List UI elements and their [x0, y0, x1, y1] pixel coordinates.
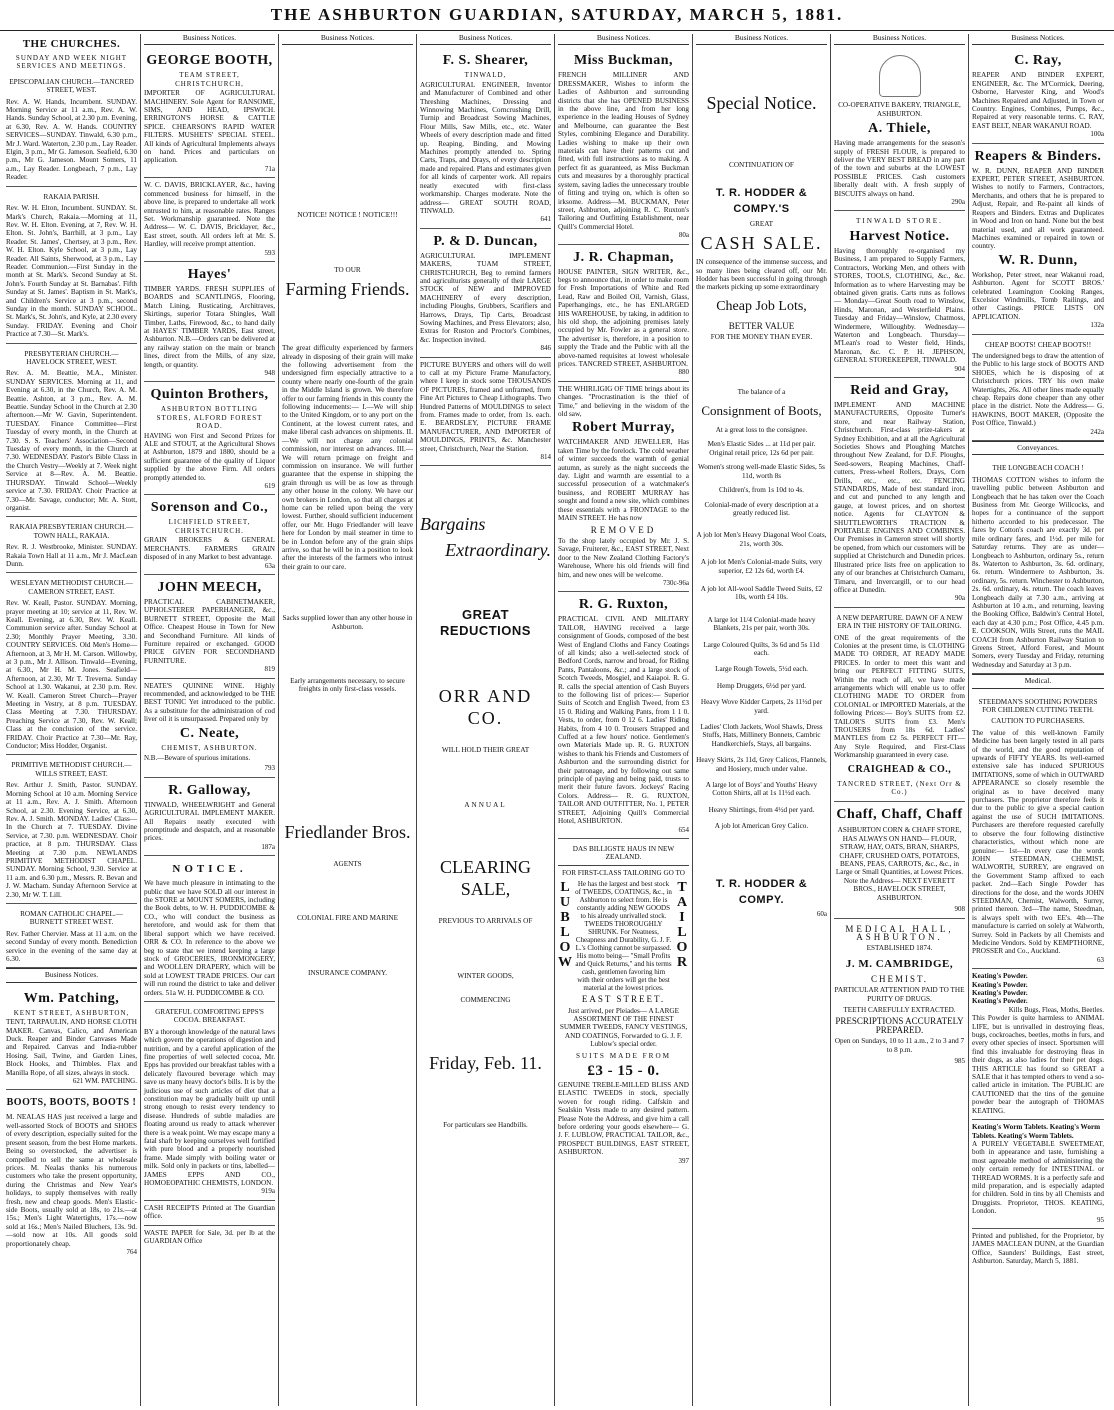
wes-title: WESLEYAN METHODIST CHURCH.—CAMERON STREET, EAST.	[10, 579, 133, 596]
cheap-boots-body: The undersigned begs to draw the attention of the Public to his large stock of BOOTS AND SHOES, which he is disposing of at Christchurch prices. TRY his own make Watertights, 26s. All other lines made equally cheap. Repairs done cheaper than any other place in the district. Note the Address— G. HAWKINS, BOOT MAKER, (Opposite the Post Office, Tinwald.)	[972, 351, 1104, 428]
consignment: Consignment of Boots,	[701, 403, 822, 419]
steedman-title: STEEDMAN'S SOOTHING POWDERS FOR CHILDREN CUTTING TEETH.	[978, 697, 1098, 714]
buckman-ad	[558, 48, 689, 244]
business-notices-label: Business Notices.	[6, 968, 137, 982]
item-5: A job lot Men's Colonial-made Suits, very superior, £2 12s 6d, worth £4.	[700, 558, 823, 575]
better-value: BETTER VALUE	[728, 320, 795, 331]
lublow-vertical-block	[558, 880, 689, 992]
neate-note: N.B.—Beware of spurious imitations.	[144, 754, 251, 762]
rc-title: ROMAN CATHOLIC CHAPEL.—BURNETT STREET WEST.	[20, 909, 123, 927]
hayes-ref: 948	[264, 369, 275, 377]
sorenson-ad	[144, 495, 275, 574]
med-ref: 985	[954, 1056, 965, 1065]
cheap-boots-ad	[972, 335, 1104, 441]
epps-head: GRATEFUL COMFORTING EPPS'S COCOA. BREAKFAST.	[155, 1007, 264, 1025]
picture-body: PICTURE BUYERS and others will do well to call at my Picture Frame Manufactory, where I keep in stock some THOUSANDS OF PICTURES, framed and unframed, from Fine Art Pictures to Cheap Lithographs. Two Hundred Patterns of MOULDINGS to select from. Frames made to order, from 1s. each. E. BEARDSLEY, PICTURE FRAME MANUFACTURER, AND IMPORTER of MOULDINGS, PRINTS, &c. Manchester street, Christchurch, Near the Station.	[420, 360, 551, 453]
buckman-ref: 80a	[678, 231, 689, 240]
shearer-title: F. S. Shearer,	[442, 53, 529, 69]
catholic-notice	[6, 904, 137, 968]
coach-title: THE LONGBEACH COACH !	[992, 464, 1084, 473]
east-street: EAST STREET.	[581, 994, 666, 1005]
galloway-ref: 187a	[261, 842, 275, 851]
pres-title: PRESBYTERIAN CHURCH.—HAVELOCK STREET, WEST.	[24, 349, 119, 366]
col7-head: Business Notices.	[834, 34, 965, 45]
lublow-ref: 397	[678, 1156, 689, 1165]
hayes-ad	[144, 262, 275, 382]
waste-paper: WASTE PAPER for Sale, 3d. per lb at the GUARDIAN Office	[144, 1228, 275, 1246]
lublow-intro: FOR FIRST-CLASS TAILORING GO TO	[562, 868, 685, 877]
harvest-ad	[834, 211, 965, 378]
for-money: FOR THE MONEY THAN EVER.	[710, 333, 813, 342]
thiele-ref: 290a	[951, 198, 965, 207]
suit-price: £3 - 15 - 0.	[587, 1062, 660, 1079]
hodder-intro: IN consequence of the immense success, and so many lines being cleared off, our Mr. Hodder has been successful in going through the markets picking up some extraordinary	[696, 258, 827, 292]
boots-title: BOOTS, BOOTS, BOOTS !	[6, 1097, 137, 1109]
davis-ref: 593	[264, 248, 275, 257]
hodder-name: T. R. HODDER & COMPY.'S	[715, 186, 808, 215]
cash-ad	[144, 1201, 275, 1226]
cambridge: J. M. CAMBRIDGE,	[845, 957, 954, 970]
harvest-title: Harvest Notice.	[849, 228, 950, 244]
thiele-title: A. Thiele,	[868, 121, 931, 137]
winter-goods: WINTER GOODS,	[457, 971, 514, 980]
reid-ad	[834, 378, 965, 608]
col5-head: Business Notices.	[558, 34, 689, 45]
column-7	[831, 34, 969, 1406]
epps-ad	[144, 1002, 275, 1201]
item-4: A job lot Men's Heavy Diagonal Wool Coats, 21s, worth 30s.	[696, 531, 827, 548]
hodder-ref: 60a	[816, 909, 827, 918]
ray-title: C. Ray,	[1014, 53, 1062, 69]
chapman-body: HOUSE PAINTER, SIGN WRITER, &c., begs to announce that, in order to make room for Fresh Importations of White and Red Lead, Raw and Boiled Oil, Varnish, Glass, Paperhangings, etc., he has ENLARGED HIS WAREHOUSE, by taking, in addition to his old shop, the adjoining premises lately occupied by Mr. Fowler as a general store. The advertiser is, therefore, in a position to supply the Trade and the Public with all the above-named requisites at lowest wholesale prices. TANCRED STREET, ASHBURTON.	[558, 267, 689, 368]
booth-ad	[144, 48, 275, 178]
epps-body: BY a thorough knowledge of the natural laws which govern the operations of digestion and nutrition, and by a careful application of the fine properties of well selected cocoa, Mr. Epps has provided our breakfast tables with a delicately flavoured beverage which may save us many heavy doctor's bills. It is by the judicious use of such articles of diet that a constitution may be gradually built up until strong enough to resist every tendency to disease. Hundreds of subtle maladies are floating around us ready to attack wherever there is a weak point. We may escape many a fatal shaft by keeping ourselves well fortified with pure blood and a properly nourished frame. Made simply with boiling water or milk. Sold only in packets or tins, labelled— JAMES EPPS AND CO., HOMOEOPATHIC CHEMISTS, LONDON.	[144, 1027, 275, 1188]
ruxton-ref: 654	[678, 825, 689, 834]
duncan-body: AGRICULTURAL IMPLEMENT MAKERS, TUAM STREET, CHRISTCHURCH, Beg to remind farmers and agriculturists generally of their LARGE STOCK of NEW and IMPROVED MACHINERY of every description, including Ploughs, Grubbers, Scarifiers and Harrows, Drays, Tip Carts, Broadcast Sowing Machines, and Press Elevators; also, Extras for Ruston and Proctor's Combines, &c. Inspection invited.	[420, 251, 551, 344]
chemist: CHEMIST.	[870, 973, 929, 984]
dunn-body2: Workshop, Peter street, near Wakanui road, Ashburton. Agent for SCOTT BROS.' celebrated Leamington Cooking Ranges, Excelsior Windmills, Tomb Railings, and other Castings. PRICE LISTS ON APPLICATION.	[972, 270, 1104, 321]
imprint	[972, 1229, 1104, 1270]
will-hold: WILL HOLD THEIR GREAT	[441, 746, 530, 755]
item-1: Women's strong well-made Elastic Sides, 5s 11d, worth 8s	[698, 463, 825, 480]
col3-head: Business Notices.	[282, 34, 413, 45]
dunn-ad	[972, 144, 1104, 335]
column-2	[141, 34, 279, 1406]
reid-title: Reid and Gray,	[850, 382, 949, 398]
coach-ad	[972, 458, 1104, 674]
kills: Kills Bugs, Fleas, Moths, Beetles.	[1008, 1005, 1104, 1014]
galloway-ad	[144, 778, 275, 856]
patching-sub: KENT STREET, ASHBURTON,	[13, 1008, 130, 1017]
murray-body2: To the shop lately occupied by Mr. J. S. Savage, Fruiterer, &c., EAST STREET, Next door to the New Zealand Clothing Factory's Warehouse, Where his old friends will find him, and new ones will be welcome.	[558, 536, 689, 579]
teeth: TEETH CAREFULLY EXTRACTED.	[843, 1005, 956, 1014]
chapman-ad	[558, 245, 689, 382]
cash-sale: CASH SALE.	[700, 233, 823, 254]
item-0: Men's Elastic Sides ... at 11d per pair. Original retail price, 12s 6d per pair.	[707, 440, 816, 457]
removed: REMOVED	[590, 524, 657, 535]
craig-name: CRAIGHEAD & CO.,	[847, 763, 952, 775]
boots-body: M. NEALAS HAS just received a large and well-assorted Stock of BOOTS and SHOES of every description, especially suited for the present season, from the best Home markets. Being so overstocked, the advertiser is compelled to sell the same at wholesale prices. M. Nealas thanks his numerous customers who take the present opportunity, during the Christmas and New Year's holidays, to supply themselves with really fresh, new and cheap goods. Men's Elastic-side Boots, usually sold at 18s, to 21s.—at 15s.; Men's Light Watertights, 17s.—now sold at 16s.; Men's Nailed Bluchers, 13s. 9d.—sold now at 10s. All goods sold proportionately cheap.	[6, 1113, 137, 1248]
medical-label: Medical.	[972, 674, 1104, 688]
chapman-title: J. R. Chapman,	[573, 249, 674, 265]
murray-ad	[558, 382, 689, 593]
billigste: DAS BILLIGSTE HAUS IN NEW ZEALAND.	[572, 844, 675, 862]
duncan-ad	[420, 229, 551, 358]
ruxton-body: PRACTICAL CIVIL AND MILITARY TAILOR, HAVING received a large consignment of Goods, composed of the best West of England Cloths and Fancy Coatings of all kinds; also a well-selected stock of Bedford Cords, narrow and broad, for Riding Pants, Pantaloons, &c.; and a large stock of Scotch Tweeds, Mosgiel, and Kaiapoi. R. G. R. calls the special attention of Cash Buyers to the following list of prices:— Superior Suits of Scotch and English Tweed, from £3 15 0. Riding and Walking Pants, from 1 1 0. Vests, to order, from 0 12 6. Ladies' Riding Habits, from 4 10 0. Trousers Strapped and Cuffed at a few hours' notice. Gentlemen's own Materials Made up. R. G. RUXTON wishes to thank his Friends and Customers of Ashburton and the surrounding district for their patronage, and by following out same principle of paying and being paid, trusts to merit their future favors. Jockeys' Racing Colors. Address— R. G. RUXTON, TAILOR AND OUTFITTER, No. 1, PETER STREET, Adjoining Quill's Commercial Hotel, ASHBURTON.	[558, 615, 689, 826]
item-10: Hemp Druggets, 6½d per yard.	[716, 681, 807, 690]
neate-ad	[144, 679, 275, 778]
lublow-ad	[558, 839, 689, 1169]
extraordinary: Extraordinary.	[445, 540, 551, 561]
waste-ad	[144, 1226, 275, 1250]
murray-body: WATCHMAKER AND JEWELLER, Has taken Time by the forelock. The cold weather of winter succeeds the warmth of genial autumn, as surely as the night succeeds the day. Light and warmth are essential to a successful prosecution of a watchmaker's business, and ROBERT MURRAY has sought and found a new site, which combines these essentials with a FRONTAGE to the MAIN STREET. He has now	[558, 438, 689, 523]
churches-heading: THE CHURCHES.	[22, 38, 121, 50]
column-1	[3, 34, 141, 1406]
friday-date: Friday, Feb. 11.	[429, 1052, 542, 1073]
column-6	[693, 34, 831, 1406]
patching-ref: 621 WM. PATCHING.	[72, 1077, 137, 1086]
item-14: A large lot of Boys' and Youths' Heavy Cotton Shirts, all at 1s 11½d each.	[705, 781, 818, 798]
balance: The balance of a	[737, 387, 786, 396]
to-our: TO OUR	[334, 265, 361, 274]
neate-sub: CHEMIST, ASHBURTON.	[161, 743, 258, 752]
prim-body: Rev. Arthur J. Smith, Pastor. SUNDAY. Morning School at 10 a.m. Morning Service at 11 a.m., Rev. A. J. Smith. Afternoon School, at 2.30. Evening Service, at 6.30, Rev. A. J. Smith. MONDAY. Ladies' Class—In the Church at 7. TUESDAY. Divine Service, at 7.30. p.m. WEDNESDAY. Choir practice, at 8 p.m. THURSDAY. Class Meeting at 7.30 p.m. NEWLANDS PRIMITIVE METHODIST CHAPEL. SUNDAY. Morning School, 9.30. Service at 11 a.m. and 6.30 p.m., Messrs. R. Bevan and J. W. Macham. Sunday Afternoon Service at 2.30, Mr W. T. Lill.	[6, 781, 137, 899]
notice-title: NOTICE.	[172, 863, 247, 876]
item-3: Colonial-made of every description at a greatly reduced list.	[704, 500, 819, 517]
agents: AGENTS	[333, 859, 362, 868]
departure: A NEW DEPARTURE. DAWN OF A NEW ERA IN THE HISTORY OF TAILORING.	[836, 613, 963, 631]
tablets-body: A PURELY VEGETABLE SWEETMEAT, both in appearance and taste, furnishing a most agreeable method of administering the only certain remedy for INTESTINAL or THREAD WORMS. It is a perfectly safe and mild preparation, and is especially adapted for children. Sold in tins by all Chemists and Druggists. Proprietor, THOS. KEATING, London.	[972, 1139, 1104, 1216]
prim-title: PRIMITIVE METHODIST CHURCH.—WILLS STREET, EAST.	[11, 761, 132, 778]
ray-body: REAPER AND BINDER EXPERT, ENGINEER, &c. The M'Cormick, Deering, Osborne, Harvester King, and Wood's Machines Repaired and Adjusted, in Town or Country. Engines, Combines, Pumps, &c., Repaired at very reasonable terms. C. RAY, EAST BELT, NEAR WAKANUI ROAD.	[972, 71, 1104, 130]
caution: CAUTION TO PURCHASERS.	[991, 717, 1085, 726]
buckman-title: Miss Buckman,	[573, 53, 674, 69]
clearing-sale: CLEARING SALE,	[440, 857, 531, 900]
column-3	[279, 34, 417, 1406]
cheap-boots-title: CHEAP BOOTS! CHEAP BOOTS!!	[984, 340, 1092, 349]
dunn-ref: 132a	[1090, 321, 1104, 330]
murray-title: Robert Murray,	[572, 420, 675, 436]
cheap-job-lots: Cheap Job Lots,	[716, 298, 807, 314]
keating-line-4: Keating's Powder.	[972, 997, 1028, 1006]
quinton-sub: ASHBURTON BOTTLING STORES, ALFORD FOREST ROAD.	[156, 405, 263, 431]
col6-head: Business Notices.	[696, 34, 827, 45]
booth-body: IMPORTER OF AGRICULTURAL MACHINERY. Sole Agent for RANSOME, SIMS, AND HEAD, IPSWICH. ERRINGTON'S HORSE & CATTLE SPICE. CHEARSON'S RAPID WATER FILTERS. MUSHETS' SPECIAL STEEL. All kinds of Agricultural Implements always on hand. Prices and particulars on application.	[144, 89, 275, 165]
keating-body: This Powder is quite harmless to ANIMAL LIFE, but is unrivalled in destroying fleas, bugs, cockroaches, beetles, moths in furs, and every other species of insect. Sportsmen will find this invaluable for destroying fleas in their dogs, as also ladies for their pet dogs. THIS ARTICLE has found so GREAT a SALE that it has tempted others to vend a so-called article in imitation. The PUBLIC are CAUTIONED that the tins of the genuine powder bear the autograph of THOMAS KEATING.	[972, 1014, 1104, 1115]
item-13: Heavy Skirts, 2s 11d, Grey Calicos, Flannels, and Hosiery, much under value.	[696, 756, 827, 773]
presbyterian-notice	[6, 344, 137, 518]
medical-hall-ad	[834, 919, 965, 1070]
keating-line-2: Keating's Powder.	[972, 980, 1028, 989]
rakaia-notice	[6, 187, 137, 344]
sorenson-body: GRAIN BROKERS & GENERAL MERCHANTS. FARMERS GRAIN disposed of in any Market to best advantage.	[144, 536, 275, 562]
quinton-ad	[144, 382, 275, 495]
episcopalian-notice	[6, 72, 137, 187]
hayes-body: TIMBER YARDS. FRESH SUPPLIES of BOARDS and SCANTLINGS, Flooring, Match Lining, Rusticating, Architraves, Skirtings, superior Totara Shingles, Wall Timber, Laths, Firewood, &c., to hand daily at HAYES' TIMBER YARDS, East street, Ashburton. N.B.—Orders can be delivered at any railway station on the main or branch lines, direct from the Mills, of any size, length, or quantity.	[144, 284, 275, 369]
harvest-body: Having thoroughly re-organised my Business, I am prepared to Supply Farmers, Contractors, Working Men, and others with STORES, TOOLS, CLOTHING, &c., &c. Information as to where Harvesting may be obtained given gratis. Carts runs as follows— Monday—Great South road to Winslow, Hinds, Maronan, and Westerfield Plains. Tuesday and Friday—Winslow, Chatmoss, Windermere, Willoughby. Wednesday—Waterton and Longbeach. Thursday—M'Lean's road to Wester field, Hinds, Maronan, &c. C. P. H. JEPHSON, GENERAL STOREKEEPER, TINWALD.	[834, 246, 965, 365]
shearer-sub: TINWALD,	[464, 71, 507, 80]
shearer-ref: 641	[540, 215, 551, 224]
friedlander-body: The great difficulty experienced by farmers already in disposing of their grain will make the following advertisement from the undersigned firm especially attractive to a county where nearly one-fourth of the grain in the Middle Island is grown. We therefore offer to our farming friends in this county the following inducements:— I.—We will ship to the United Kingdom, or to any port on the Continent, at the lowest current rates, and make liberal cash advances on shipments. II.—We will not charge any colonial commission, nor interest on advances. III.—We will return primage on freight and commission on insurance. We will further guarantee that the expense in shipping the grain through us will be as low as through any other house in the colony. We have our own brokers in London, so that all charges at home can be relied upon being the very lowest. Further, should sufficient inducement offer, our Mr. Hugo Friedlander will leave here for London by mail steamer in time to be in London before any of the grain ships arrive, so that he will be in a position to look after the interests of the farmers who intrust their grain to our care.	[282, 344, 413, 571]
craighead-ad	[834, 608, 965, 803]
rakaia-pres-notice	[6, 517, 137, 573]
column-5	[555, 34, 693, 1406]
particular: PARTICULAR ATTENTION PAID TO THE PURITY OF DRUGS.	[834, 986, 965, 1003]
printed-by: Printed and published, for the Proprietor, by JAMES MACLEAN DUNN, at the Guardian Office, Saunders' Buildings, East street, Ashburton. Saturday, March 5, 1881.	[972, 1231, 1104, 1266]
handbills: For particulars see Handbills.	[443, 1120, 528, 1129]
duncan-title: P. & D. Duncan,	[433, 233, 538, 249]
columns	[3, 34, 1111, 1406]
chaff-title: Chaff, Chaff, Chaff	[836, 807, 963, 823]
neate-name: C. Neate,	[179, 725, 240, 741]
quinton-ref: 619	[264, 482, 275, 491]
whirligig: THE WHIRLIGIG OF TIME brings about its changes. "Procrastination is the thief of Time," and believing in the wisdom of the old saw,	[558, 384, 689, 419]
hodder-name-2: T. R. HODDER & COMPY.	[715, 877, 808, 906]
column-4	[417, 34, 555, 1406]
ep-body: Rev. A. W. Hands, Incumbent. SUNDAY. Morning Service at 11 a.m., Rev. A. W. Hands. Sunday School, at 2.30 p.m. Evening, at 6.30, Rev. A. W. Hands. COUNTRY SERVICES—SUNDAY. Tinwald, 6.30 p.m., Mr J. Ward. Waterton, 2.30 p.m., Lay Reader. Elgin, 3 p.m., Mr G. Jameson. Seafield, 6.30 p.m., Mr G. Jameson. Mount Somers, 11 a.m., Lay Reader. Longbeach, 7 p.m., Lay Reader.	[6, 97, 137, 182]
davis-ad	[144, 178, 275, 262]
early-note: Early arrangements necessary, to secure freights in only first-class vessels.	[290, 677, 405, 694]
continuation: CONTINUATION OF	[729, 161, 794, 170]
lublow-body: Just arrived, per Pleiades— A LARGE ASSORTMENT OF THE FINEST SUMMER TWEEDS, FANCY VESTINGS, AND COATINGS, Forwarded to G. J. F. Lublow's special order.	[559, 1006, 688, 1049]
great-reductions: GREAT REDUCTIONS	[440, 607, 531, 639]
primitive-notice	[6, 755, 137, 904]
cash-receipts: CASH RECEIPTS Printed at The Guardian office.	[144, 1203, 275, 1221]
shearer-body: AGRICULTURAL ENGINEER, Inventor and Manufacturer of Combined and other Threshing Machines, Dressing and Winnowing Machines, Corncrushing Drill, Turnip and Broadcast Sowing Machines, Flour Mills, Saw Mills, etc., etc. Water Wheels of every description made and fitted up. Reaping, Binding, and Mowing Machines promptly attended to. Spring Carts, Traps, and Drays, of every description made and repaired. Plans and estimates given for all kinds of carpenter work. All repairs neatly executed with first-class workmanship. Charges moderate. Note the address— GREAT SOUTH ROAD, TINWALD.	[420, 80, 551, 215]
special-notice: Special Notice.	[706, 93, 817, 114]
at-great-loss: At a great loss to the consignee.	[715, 426, 808, 435]
great: GREAT	[749, 219, 774, 228]
sorenson-ref: 63a	[264, 561, 275, 570]
rak-pres-title: RAKAIA PRESBYTERIAN CHURCH.—TOWN HALL, RAKAIA.	[9, 523, 134, 540]
thiele-body: Having made arrangements for the season's supply of FRESH FLOUR, is prepared to deliver the VERY BEST BREAD in any part of the town and suburbs at the LOWEST POSSIBLE PRICES. Cash customers liberally dealt with. A fresh supply of BISCUITS always on hand.	[834, 139, 965, 198]
ray-ad	[972, 48, 1104, 143]
item-6: A job lot All-wool Saddle Tweed Suits, £2 10s, worth £4 10s.	[700, 584, 823, 602]
item-11: Heavy Wove Kidder Carpets, 2s 11½d per yard.	[700, 698, 823, 715]
conveyances-label: Conveyances.	[972, 441, 1104, 455]
shearer-ad	[420, 48, 551, 228]
hayes-title: Hayes'	[187, 266, 232, 282]
rakaia-title: RAKAIA PARISH.	[43, 192, 100, 201]
quinton-body: HAVING won First and Second Prizes for ALE and STOUT, at the Agricultural Shows at Ashburton, 1879 and 1880, should be a sufficient guarantee of the quality of Liquor supplied by the above Firm. All orders promptly attended to.	[144, 431, 275, 482]
masthead: THE ASHBURTON GUARDIAN, SATURDAY, MARCH 5, 1881.	[0, 0, 1114, 31]
meech-body: PRACTICAL CABINETMAKER, UPHOLSTERER PAPERHANGER, &c., BURNETT STREET, Opposite the Mail Office. Cheapest House in Town for New and Secondhand Furniture. All kinds of Furniture repaired or exchanged. GOOD PRICE GIVEN FOR SECONDHAND FURNITURE.	[144, 597, 275, 665]
sorenson-sub: LICHFIELD STREET, CHRISTCHURCH.	[168, 518, 251, 535]
tablets-title: Keating's Worm Tablets. Keating's Worm Tablets. Keating's Worm Tablets.	[972, 1123, 1101, 1140]
reid-ref: 90a	[954, 594, 965, 603]
buckman-body: FRENCH MILLINER AND DRESSMAKER, Wishes to inform the Ladies of Ashburton and surrounding districts that she has OPENED BUSINESS in the above line, and from her long experience in the leading Houses of Sydney and Melbourne, can guarantee the Best Styles, combining Elegance and Durability. Ladies wishing to make up their own materials can have their patterns cut and fitted, with full instructions as to making. A perfect fit as guaranteed, as Miss Buckman cuts and measures by a thoroughly practical system, saving ladies the unnecessary trouble of fitting and trying on, which is often so irksome. Address—M. BUCKMAN, Peter street, Ashburton, adjoining R. C. Ruxton's Tailoring and Outfitting Establishment, near Quill's Commercial Hotel.	[558, 71, 689, 231]
patching-body: TENT, TARPAULIN, AND HORSE CLOTH MAKER. Canvas, Calico, and American Duck. Reaper and Binder Canvases Made and Repaired. Canvas and India-rubber Hosing. Sail, Twine, and Garden Lines, Block Hooks, and Thimbles. Flax and Manilla Rope, of all sizes, always in stock.	[6, 1018, 137, 1077]
neate-body: NEATE'S QUININE WINE. Highly recommended, and acknowledged to be THE BEST TONIC Yet introduced to the public. As a substitute for the administration of cod liver oil it is unsurpassed. Prepared only by	[144, 681, 275, 724]
meech-ref: 819	[264, 665, 275, 674]
meech-title: JOHN MEECH,	[157, 579, 262, 595]
lublow-body2: GENUINE TREBLE-MILLED BLISS AND ELASTIC TWEEDS in stock, specially woven for rough riding. Calfskin and Sealskin Vests made to any desired pattern. Please Note the Address, and give him a call before ordering your goods elsewhere— G. J. F. LUBLOW, PRACTICAL TAILOR, &c., PROSPECT BUILDINGS, EAST STREET, ASHBURTON.	[558, 1080, 689, 1157]
item-12: Ladies' Cloth Jackets, Wool Shawls, Dress Stuffs, Hats, Millinery Bonnets, Cambric Handkerchiefs, Stays, all bargains.	[700, 723, 823, 748]
farming-friends: Farming Friends.	[285, 279, 410, 300]
boots-ad	[6, 1090, 137, 1260]
notice-body: We have much pleasure in intimating to the public that we have SOLD all our interest in the STORE at MOUNT SOMERS, including the Book debts, to W. H. PUDDICOMBE & CO., who will conduct the business as heretofore, and would ask for them that liberal support which we have received. ORR & CO. In reference to the above we beg to state that we intend keeping a large stock of GROCERIES, IRONMONGERY, and WOOLLEN DRAPERY, which will be sold at LOWEST TRADE PRICES. Our cart will run round the district to take and deliver orders. 51a W. H. PUDDICOMBE & CO.	[144, 879, 275, 997]
dunn-title: W. R. Dunn,	[998, 252, 1078, 268]
rakaia-body: Rev. W. H. Elton, Incumbent. SUNDAY. St. Mark's Church, Rakaia.—Morning at 11, Rev. W. H. Elton. Evening, at 7, Rev. W. H. Elton. St. John's, Barrhill, at 3 p.m., Lay Reader. St. James', Chertsey, at 3 p.m., Rev. W. H. Elton. Kyle School, at 3 p.m., Lay Reader. All Saints, Sherwood, at 3 p.m., Lay Reader. Communion.—First Sunday in the month at St. Mark's. Second Sunday at St. John's. Fourth Sunday at St. Barnabas'. Fifth Sunday at St. James'. Baptism in St. Mark's, and Children's Service at 3 p.m., second Sunday in the month. SUNDAY SCHOOL. St. Mark's, St. John's, and Kyle, at 2.30 every Sunday. FRIDAY. Evening and Choir Practice at 7.30—St. Mark's.	[6, 204, 137, 339]
patching-ad	[6, 986, 137, 1091]
craig-body: ONE of the great requirements of the Colonies at the present time, is CLOTHING MADE TO ORDER, AT READY MADE PRICES. In order to meet this want and bring our PERFECT FITTING SUITS, Within the reach of all, we have made arrangements which will enable us to offer CLOTHING MADE TO ORDER from COLONIAL or IMPORTED Materials, at the following Prices:— Boy's SUITS from £2. TAILOR'S SUITS from £3. Men's TROUSERS from 18s 6d. Ladies' MANTLES from £2 5s. PERFECT FIT—Any Style Required, and First-Class Workmanship guaranteed in every case.	[834, 633, 965, 760]
ruxton-ad	[558, 592, 689, 839]
harvest-ref: 904	[954, 364, 965, 373]
tablets-ref: 95	[1097, 1215, 1104, 1224]
medical-hall: MEDICAL HALL, ASHBURTON.	[845, 923, 954, 942]
chaff-body: ASHBURTON CORN & CHAFF STORE, HAS ALWAYS ON HAND— FLOUR, STRAW, HAY, OATS, BRAN, SHARPS, CHAFF, CRUSHED OATS, POTATOES, BEANS, PEAS, CARROTS, &c., &c., in Large or Small Quantities, at Lowest Prices. Note the Address— NEXT EVERETT BROS., HAVELOCK STREET, ASHBURTON.	[835, 826, 964, 902]
patching-title: Wm. Patching,	[23, 990, 120, 1006]
insurance: INSURANCE COMPANY.	[307, 968, 388, 977]
orr-and-co: ORR AND CO.	[438, 686, 533, 729]
suits-made: SUITS MADE FROM	[575, 1051, 672, 1060]
wesleyan-notice	[6, 573, 137, 755]
commencing: COMMENCING	[460, 996, 511, 1005]
rak-pres-body: Rev. R. J. Westbrooke, Minister. SUNDAY. Rakaia Town Hall at 11 a.m., Mr J. MacLean Dunn.	[6, 543, 137, 568]
churches-sub: SUNDAY AND WEEK NIGHT SERVICES AND MEETINGS.	[15, 54, 128, 71]
quinton-title: Quinton Brothers,	[150, 387, 269, 403]
previous: PREVIOUS TO ARRIVALS OF	[438, 917, 533, 926]
steedman-ad	[972, 692, 1104, 970]
steedman-body: The value of this well-known Family Medicine has been largely tested in all parts of the world, and the good reputation of upwards of FIFTY YEARS. Its well-earned extensive sale has induced SPURIOUS IMITATIONS, some of which in OUTWARD APPEARANCE so closely resemble the original as to have deceived many purchasers. The proprietor therefore feels it due to the public to give a special caution against the use of SUCH IMITATIONS. Purchasers are therefore requested carefully to observe the four following distinctive characteristics, without which none are genuine:— 1st—In every case the words JOHN STEEDMAN, CHEMIST, WALWORTH, SURREY, are engraved on the Government Stamp affixed to each packet. 2nd—Each Single Powder has directions for the dose, and the words JOHN STEEDMAN, Chemist, Walworth, Surrey, printed thereon. 3rd—The name, Steedman, is always spelt with two EE's. 4th—The manufacture is carried on solely at Walworth, Surrey. Sold in Packets by all Chemists and Medicine Vendors. Sold by KEMPTHORNE, PROSSER and Co., Auckland.	[972, 728, 1104, 956]
item-7: A large lot 11/4 Colonial-made heavy Blankets, 21s per pair, worth 30s.	[707, 615, 816, 633]
bakery-ad	[834, 48, 965, 211]
sacks-note: Sacks supplied lower than any other house in Ashburton.	[282, 614, 413, 631]
col4-head: Business Notices.	[420, 34, 551, 45]
established: ESTABLISHED 1874.	[866, 944, 933, 953]
lublow-left-vertical: LUBLOW	[558, 880, 572, 971]
orr-notice-ad	[144, 856, 275, 1002]
neate-ref: 793	[264, 764, 275, 773]
duncan-ref: 846	[540, 344, 551, 353]
picture-ad	[420, 358, 551, 467]
galloway-body: TINWALD, WHEELWRIGHT and General AGRICULTURAL IMPLEMENT MAKER. All Repairs neatly executed with promptitude and despatch, and at reasonable prices.	[144, 800, 275, 843]
colonial: COLONIAL FIRE AND MARINE	[297, 914, 398, 923]
col8-head: Business Notices.	[972, 34, 1104, 45]
lublow-right-vertical: TAILOR	[676, 880, 688, 971]
epps-ref: 919a	[261, 1187, 275, 1196]
booth-ref: 71a	[264, 164, 275, 173]
bargains: Bargains	[420, 514, 486, 535]
item-9: Large Rough Towels, 5½d each.	[715, 665, 808, 674]
cheap-boots-ref: 242a	[1090, 427, 1104, 436]
item-16: A job lot American Grey Calico.	[714, 822, 809, 831]
item-2: Children's, from 1s 10d to 4s.	[719, 486, 804, 495]
prescriptions: PRESCRIPTIONS ACCURATELY PREPARED.	[835, 1016, 964, 1035]
murray-ref: 730c-96a	[662, 578, 689, 587]
craig-sub: TANCRED STREET, (Next Orr & Co.)	[837, 779, 962, 797]
item-8: Large Coloured Quilts, 3s 6d and 5s 11d each.	[703, 640, 820, 657]
open-hours: Open on Sundays, 10 to 11 a.m., 2 to 3 and 7 to 8 p.m.	[834, 1037, 965, 1054]
chaff-ref: 908	[954, 905, 965, 914]
reapers-title: Reapers & Binders.	[974, 148, 1102, 164]
notice-line: NOTICE! NOTICE ! NOTICE!!!	[297, 210, 398, 220]
meech-ad	[144, 575, 275, 679]
chaff-ad	[834, 802, 965, 918]
reid-body: IMPLEMENT AND MACHINE MANUFACTURERS, Opposite Turner's store, and near Railway Station, Christchurch. First-class prize-takers at Sydney Exhibition, and at all the Agricultural Societies Shows and Ploughing Matches throughout New Zealand, for D.F. Ploughs, Seed-sowers, Reaping Machines, Chaff-cutters, Press-wheel Rollers, Drays, Corn Drills, etc., etc., etc. FENCING STANDARDS, Made of best standard iron, and cut and punched to any length and gauge, at lowest prices, and on shortest notice. Agents for CLAYTON & SHUTTLEWORTH'S TRACTION & PORTABLE ENGINES AND COMBINES. Our Premises in Cameron street will shortly be opened, from which our customers will be supplied at Christchurch and Dunedin prices. Illustrated price lists free on application to any of our branches at Christchurch Oamaru, Timaru, and Invercargill, or to our head office at Dunedin.	[834, 400, 965, 594]
wheatsheaf-icon	[879, 55, 921, 97]
friedlander-name: Friedlander Bros.	[284, 821, 411, 842]
sorenson-title: Sorenson and Co.,	[150, 500, 269, 516]
col2-head: Business Notices.	[144, 34, 275, 45]
annual: ANNUAL	[464, 800, 507, 809]
bakery: CO-OPERATIVE BAKERY, TRIANGLE, ASHBURTON.	[838, 101, 961, 118]
keating-ad	[972, 969, 1104, 1120]
ray-ref: 100a	[1090, 130, 1104, 139]
item-15: Heavy Shirtings, from 4½d per yard.	[708, 805, 815, 814]
picture-ref: 814	[540, 453, 551, 462]
wes-body: Rev. W. Keall, Pastor. SUNDAY. Morning, prayer meeting at 10; service at 11, Rev. W. Keall. Evening, at 6.30, Rev. W. Keall. Communion service after. Sunday School at 2.30; Monthly Prayer Meeting, 3.30. COUNTRY SERVICES. Old Men's Home—Afternoon, at 3, Mr H. M. Carson. Willowby, at 3 p.m., Mr J. Allison. Tinwald—Evening, at 6.30., Mr H. M. Jones. Seafield—Afternoon, at 2.30, Mr T. Treverna. Sunday School at 1.30. Wakanui, at 2.30 p.m. Rev. W. Keall. Cameron Street Church—Prayer Meeting in Vestry, at 8 p.m. TUESDAY. Class Meeting at 7.30. THURSDAY. Preaching Service at 7.30, Rev. W. Keall; Class at the conclusion of the service. FRIDAY. Choir Practice at 7.30—Mr. Ray, Conductor; Miss Hodder, Organist.	[6, 599, 137, 751]
ep-title: EPISCOPALIAN CHURCH.—TANCRED STREET, WEST.	[9, 77, 134, 95]
booth-sub: TEAM STREET, CHRISTCHURCH,	[175, 71, 244, 88]
steedman-ref: 63	[1097, 955, 1104, 964]
rc-body: Rev. Father Chervier. Mass at 11 a.m. on the second Sunday of every month. Benediction service in the evening of the same day at 6.30.	[6, 929, 137, 963]
keating-line-1: Keating's Powder.	[972, 972, 1028, 981]
coach-body: THOMAS COTTON wishes to inform the travelling public between Ashburton and Longbeach that he has taken over the Coach Business from Mr. George Willcocks, and hopes for a continuance of the support hitherto accorded to his predecessor. The fares by Cotton's coach are exactly 3d. per mile ordinary fares, and 1½d. per mile for Saturday returns. They are as under— Longbeach to Ashburton, ordinary 5s., return 8s. Waterton to Ashburton, 3s. 6d. ordinary, 6s. return. Windermere to Ashburton, 3s. ordinary, 5s. return. Winchester to Ashburton, 2s. 6d. ordinary, 4s. return. The coach leaves Longbeach daily at 7.30 a.m., arriving at Ashburton at 10 a.m., and returning, leaving the Booking Office, Baldwin's Central Hotel, each day at 4.30 p.m.; Post Office, 4.45 p.m. E. COOKSON, Wills Street, runs the MAIL COACH from Ashburton Railway Station to Greens Street, Alford Forest, and Mount Somers, every Tuesday and Friday, returning Wednesday and Saturday at 3 p.m.	[972, 475, 1104, 669]
davis-body: W. C. DAVIS, BRICKLAYER, &c., having commenced business for himself, in the above line, is prepared to undertake all work entrusted to him, at reasonable rates. Ranges Set. Workmanship guaranteed. Note the Address— W. C. DAVIS, Bricklayer, &c., East street, south. All orders left at Mr. S. Hardley, will receive prompt attention.	[144, 181, 275, 249]
lublow-mid: He has the largest and best stock of TWEEDS, COATINGS, &c., in Ashburton to select from. He is constantly adding NEW GOODS to his already unrivalled stock. TWEEDS THOROUGHLY SHRUNK. For Neatness, Cheapness and Durability, G. J. F. L.'s Clothing cannot be surpassed. His motto being— "Small Profits and Quick Returns," and his terms cash, gentlemen favoring him with their orders will get the best material at the lowest prices.	[575, 880, 672, 993]
chapman-ref: 880	[678, 368, 689, 377]
booth-title: GEORGE BOOTH,	[146, 53, 273, 69]
dunn-body: W. R. DUNN, REAPER AND BINDER EXPERT, PETER STREET, ASHBURTON. Wishes to notify to Farmers, Contractors, Merchants, and others that he is prepared to Adjust, Repair, and Re-paint all kinds of Reapers and Binders. Extras and Duplicates in Wood and Iron on hand. None but the best material used, and all work guaranteed. Machines examined or repaired in town or country.	[972, 166, 1104, 251]
ruxton-title: R. G. Ruxton,	[578, 597, 669, 613]
column-8	[969, 34, 1107, 1406]
galloway-title: R. Galloway,	[168, 782, 251, 798]
orr-sale-ad	[420, 466, 551, 1135]
tablets-ad	[972, 1120, 1104, 1229]
boots-ref: 764	[126, 1247, 137, 1256]
keating-line-3: Keating's Powder.	[972, 989, 1028, 997]
tinwald-store: TINWALD STORE.	[856, 217, 943, 226]
pres-body: Rev. A. M. Beattie, M.A., Minister. SUNDAY SERVICES. Morning at 11, and Evening at 6.30, in the Church, Rev. A. M. Beattie. Ashton, at 3 p.m., Rev. A. M. Beattie. Sunday School in the Church at 2.30 afternoon.—Mr W. Gavin, Superintendent. TUESDAY. Finance Committee—First Tuesday of every month, in the Church at 7.30. S. S. Teachers' Association—Second Tuesday of every month, in the Church at 7.30. WEDNESDAY. Pastor's Bible Class in the Church Vestry—Weekly at 7. Week night Service at 8—Rev. A. M. Beattie. THURSDAY. Tinwald School—Weekly service at 7.30. FRIDAY. Choir Practice at 7.30—Mr. Savage, conductor; Mr. A. Stott, organist.	[6, 369, 137, 512]
